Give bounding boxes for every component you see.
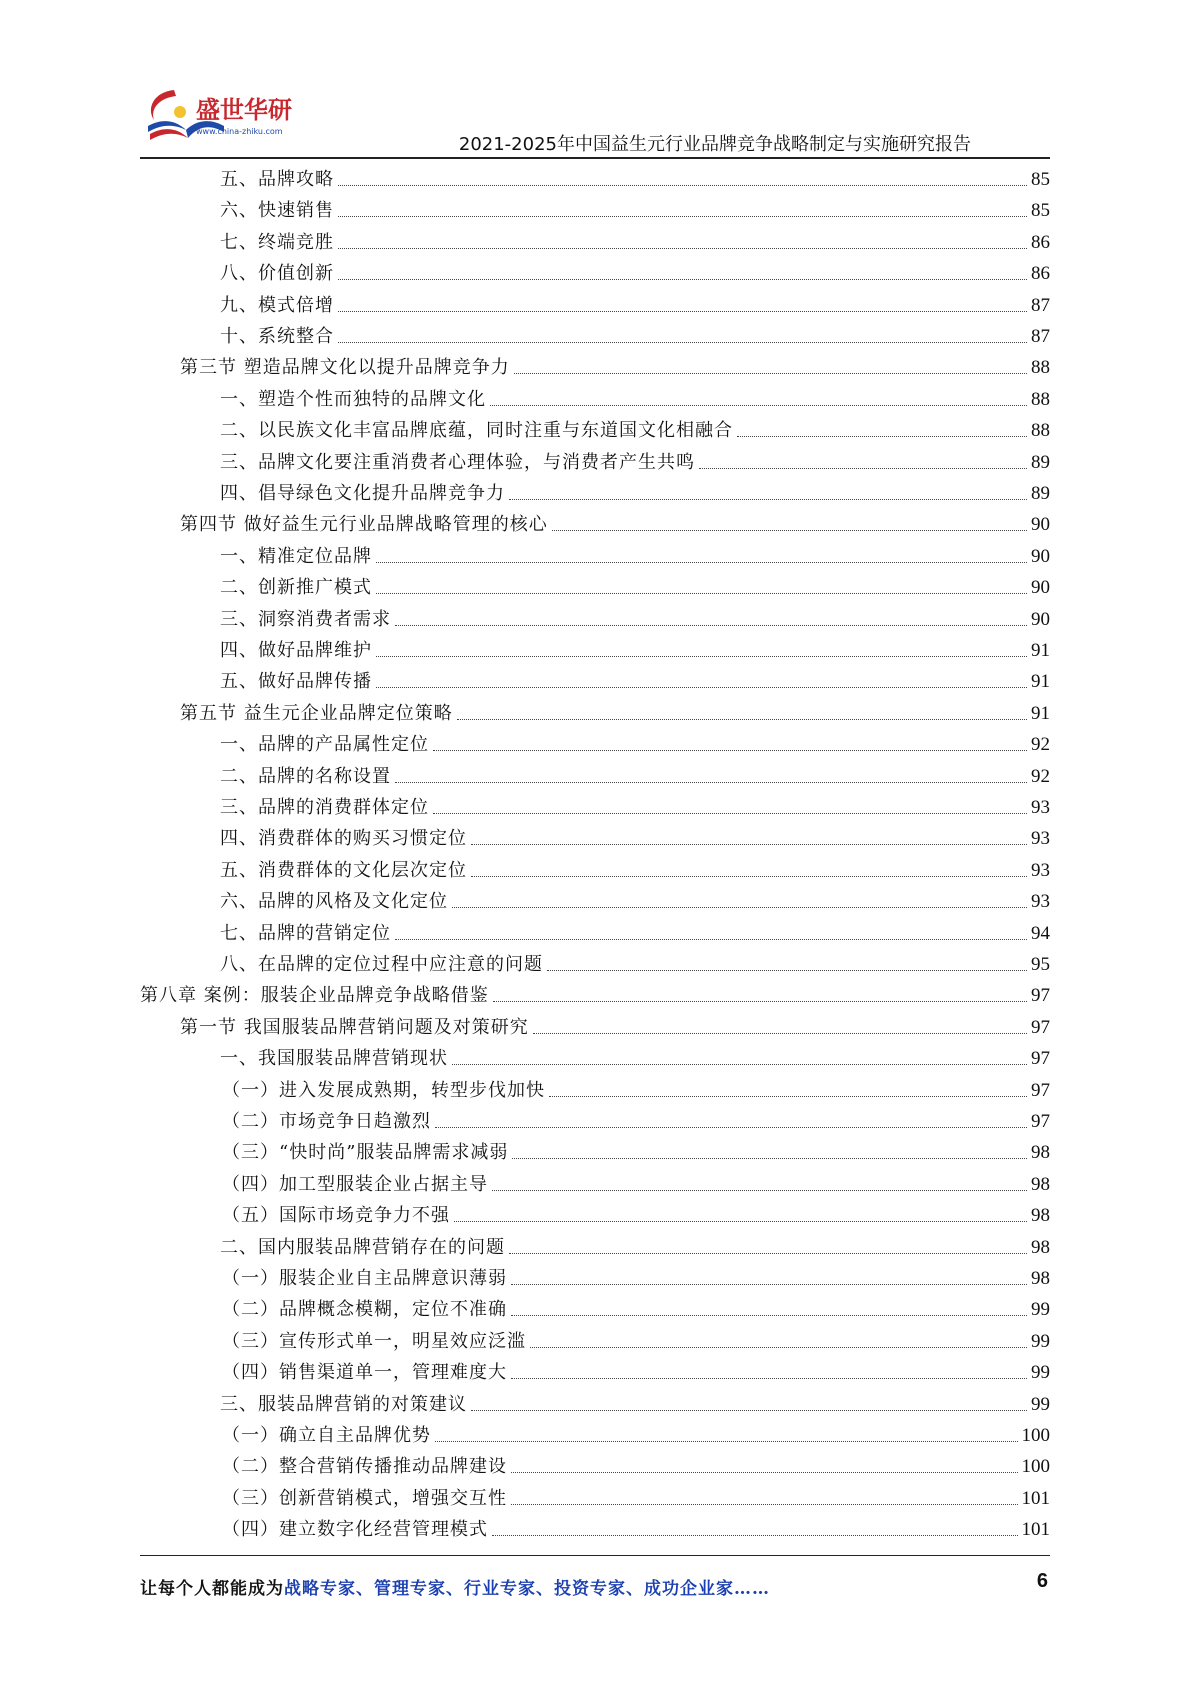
toc-dot-leader bbox=[338, 185, 1027, 186]
page-header bbox=[0, 0, 1191, 160]
toc-entry[interactable] bbox=[220, 759, 1050, 790]
toc-entry[interactable] bbox=[140, 978, 1050, 1009]
toc-dot-leader bbox=[511, 1284, 1027, 1285]
toc-entry-title: 第一节 我国服装品牌营销问题及对策研究 bbox=[180, 1016, 529, 1038]
toc-entry-page: 98 bbox=[1031, 1173, 1050, 1195]
toc-entry[interactable] bbox=[220, 162, 1050, 193]
toc-dot-leader bbox=[737, 436, 1027, 437]
logo-emblem-icon bbox=[140, 82, 310, 152]
toc-entry-page: 88 bbox=[1031, 388, 1050, 410]
toc-entry[interactable] bbox=[180, 507, 1050, 538]
toc-entry[interactable] bbox=[220, 445, 1050, 476]
toc-entry-page: 101 bbox=[1021, 1519, 1050, 1541]
toc-entry-title: 第四节 做好益生元行业品牌战略管理的核心 bbox=[180, 514, 548, 536]
toc-dot-leader bbox=[338, 279, 1027, 280]
toc-entry-page: 97 bbox=[1031, 1079, 1050, 1101]
toc-entry-page: 93 bbox=[1031, 828, 1050, 850]
toc-entry-title: 七、终端竞胜 bbox=[220, 231, 334, 253]
slogan-prefix: 让每个人都能成为 bbox=[140, 1579, 284, 1599]
toc-dot-leader bbox=[471, 876, 1027, 877]
toc-entry-page: 97 bbox=[1031, 1111, 1050, 1132]
toc-entry-page: 90 bbox=[1031, 545, 1050, 567]
toc-entry-title: 七、品牌的营销定位 bbox=[220, 922, 391, 944]
toc-entry-page: 98 bbox=[1031, 1268, 1050, 1289]
toc-entry-page: 88 bbox=[1031, 357, 1050, 379]
toc-entry-page: 99 bbox=[1031, 1330, 1050, 1352]
header-divider bbox=[140, 157, 1050, 159]
toc-entry-title: 五、做好品牌传播 bbox=[220, 671, 372, 693]
toc-entry-title: 二、国内服装品牌营销存在的问题 bbox=[220, 1236, 505, 1258]
toc-dot-leader bbox=[514, 373, 1027, 374]
toc-entry-page: 88 bbox=[1031, 420, 1050, 442]
toc-dot-leader bbox=[547, 970, 1027, 971]
toc-entry-title: 五、消费群体的文化层次定位 bbox=[220, 859, 467, 881]
toc-entry-page: 90 bbox=[1031, 608, 1050, 630]
toc-entry[interactable] bbox=[220, 288, 1050, 319]
toc-entry-title: 二、以民族文化丰富品牌底蕴，同时注重与东道国文化相融合 bbox=[220, 420, 733, 442]
toc-entry-page: 97 bbox=[1031, 1016, 1050, 1038]
toc-entry-page: 91 bbox=[1031, 640, 1050, 661]
toc-entry-title: （三）宣传形式单一，明星效应泛滥 bbox=[222, 1330, 526, 1352]
footer-divider bbox=[140, 1555, 1050, 1556]
toc-dot-leader bbox=[433, 750, 1027, 751]
toc-entry[interactable] bbox=[220, 539, 1050, 570]
company-logo bbox=[140, 82, 310, 152]
toc-dot-leader bbox=[533, 1033, 1027, 1034]
toc-entry[interactable] bbox=[220, 382, 1050, 413]
toc-entry-page: 97 bbox=[1031, 1048, 1050, 1070]
toc-entry-title: （四）销售渠道单一，管理难度大 bbox=[222, 1362, 507, 1384]
toc-entry-page: 93 bbox=[1031, 859, 1050, 881]
toc-entry-title: 三、服装品牌营销的对策建议 bbox=[220, 1393, 467, 1415]
toc-entry-page: 92 bbox=[1031, 765, 1050, 787]
toc-entry-title: （三）创新营销模式，增强交互性 bbox=[222, 1487, 507, 1509]
toc-entry-title: （二）品牌概念模糊，定位不准确 bbox=[222, 1299, 507, 1321]
toc-entry[interactable] bbox=[222, 1198, 1050, 1229]
toc-entry-page: 95 bbox=[1031, 954, 1050, 975]
toc-entry[interactable] bbox=[220, 256, 1050, 287]
toc-entry-title: 四、做好品牌维护 bbox=[220, 640, 372, 661]
toc-entry[interactable] bbox=[222, 1481, 1050, 1512]
toc-entry[interactable] bbox=[220, 1387, 1050, 1418]
toc-entry-title: 八、在品牌的定位过程中应注意的问题 bbox=[220, 954, 543, 975]
toc-entry-title: 四、倡导绿色文化提升品牌竞争力 bbox=[220, 483, 505, 504]
toc-entry[interactable] bbox=[220, 602, 1050, 633]
toc-entry-page: 100 bbox=[1021, 1456, 1050, 1478]
toc-entry[interactable] bbox=[222, 1449, 1050, 1480]
toc-entry-page: 97 bbox=[1031, 985, 1050, 1007]
toc-entry[interactable] bbox=[222, 1104, 1050, 1135]
toc-entry[interactable] bbox=[220, 664, 1050, 695]
toc-entry-page: 89 bbox=[1031, 483, 1050, 504]
toc-dot-leader bbox=[490, 405, 1027, 406]
toc-dot-leader bbox=[338, 342, 1027, 343]
toc-entry-page: 98 bbox=[1031, 1236, 1050, 1258]
toc-entry-title: 六、快速销售 bbox=[220, 200, 334, 222]
toc-entry-title: 二、创新推广模式 bbox=[220, 577, 372, 599]
toc-entry-title: 三、品牌的消费群体定位 bbox=[220, 797, 429, 818]
toc-entry-title: 六、品牌的风格及文化定位 bbox=[220, 891, 448, 913]
toc-dot-leader bbox=[509, 1253, 1027, 1254]
toc-entry-title: 第三节 塑造品牌文化以提升品牌竞争力 bbox=[180, 357, 510, 379]
toc-dot-leader bbox=[511, 1315, 1027, 1316]
toc-dot-leader bbox=[471, 844, 1027, 845]
toc-dot-leader bbox=[395, 625, 1027, 626]
slogan-highlight: 战略专家、管理专家、行业专家、投资专家、成功企业家…… bbox=[284, 1579, 770, 1599]
toc-entry[interactable] bbox=[222, 1292, 1050, 1323]
toc-dot-leader bbox=[338, 248, 1027, 249]
toc-entry[interactable] bbox=[220, 1041, 1050, 1072]
toc-entry[interactable] bbox=[220, 1230, 1050, 1261]
toc-entry-title: （四）加工型服装企业占据主导 bbox=[222, 1173, 488, 1195]
toc-dot-leader bbox=[376, 562, 1027, 563]
toc-entry-page: 90 bbox=[1031, 514, 1050, 536]
toc-dot-leader bbox=[471, 1410, 1027, 1411]
toc-entry-page: 91 bbox=[1031, 671, 1050, 693]
toc-entry-title: 一、塑造个性而独特的品牌文化 bbox=[220, 388, 486, 410]
toc-entry-page: 86 bbox=[1031, 231, 1050, 253]
toc-entry-page: 85 bbox=[1031, 169, 1050, 190]
toc-entry[interactable] bbox=[180, 350, 1050, 381]
toc-dot-leader bbox=[699, 468, 1027, 469]
toc-entry[interactable] bbox=[220, 633, 1050, 664]
toc-dot-leader bbox=[433, 813, 1027, 814]
toc-entry[interactable] bbox=[220, 225, 1050, 256]
toc-entry-page: 87 bbox=[1031, 326, 1050, 347]
toc-entry-page: 99 bbox=[1031, 1299, 1050, 1321]
toc-dot-leader bbox=[492, 1535, 1018, 1536]
toc-entry-page: 94 bbox=[1031, 922, 1050, 944]
toc-entry[interactable] bbox=[222, 1355, 1050, 1386]
toc-entry[interactable] bbox=[222, 1418, 1050, 1449]
toc-dot-leader bbox=[530, 1347, 1027, 1348]
brand-name: 盛世华研 bbox=[196, 96, 292, 124]
toc-entry-title: 一、品牌的产品属性定位 bbox=[220, 734, 429, 756]
toc-entry[interactable] bbox=[220, 570, 1050, 601]
toc-entry-page: 91 bbox=[1031, 702, 1050, 724]
toc-entry-title: （三）“快时尚”服装品牌需求减弱 bbox=[222, 1142, 509, 1164]
toc-entry-title: （一）服装企业自主品牌意识薄弱 bbox=[222, 1268, 507, 1289]
toc-dot-leader bbox=[454, 1221, 1027, 1222]
toc-entry-page: 87 bbox=[1031, 294, 1050, 316]
toc-dot-leader bbox=[435, 1127, 1027, 1128]
toc-entry-page: 86 bbox=[1031, 263, 1050, 285]
toc-entry[interactable] bbox=[220, 916, 1050, 947]
toc-entry[interactable] bbox=[222, 1512, 1050, 1543]
brand-url: www.china-zhiku.com bbox=[196, 127, 283, 136]
report-title: 2021-2025年中国益生元行业品牌竞争战略制定与实施研究报告 bbox=[458, 134, 971, 155]
toc-entry-title: （四）建立数字化经营管理模式 bbox=[222, 1519, 488, 1541]
toc-dot-leader bbox=[511, 1378, 1027, 1379]
toc-entry-title: 十、系统整合 bbox=[220, 326, 334, 347]
toc-dot-leader bbox=[338, 311, 1027, 312]
toc-entry-title: （一）进入发展成熟期，转型步伐加快 bbox=[222, 1079, 545, 1101]
toc-entry-title: 二、品牌的名称设置 bbox=[220, 765, 391, 787]
toc-entry[interactable] bbox=[220, 790, 1050, 821]
toc-dot-leader bbox=[492, 1190, 1027, 1191]
toc-dot-leader bbox=[511, 1472, 1018, 1473]
toc-dot-leader bbox=[512, 1158, 1027, 1159]
toc-entry[interactable] bbox=[222, 1135, 1050, 1166]
toc-entry-page: 89 bbox=[1031, 451, 1050, 473]
toc-entry-title: 一、我国服装品牌营销现状 bbox=[220, 1048, 448, 1070]
toc-entry[interactable] bbox=[222, 1073, 1050, 1104]
toc-entry[interactable] bbox=[220, 884, 1050, 915]
toc-entry-page: 99 bbox=[1031, 1393, 1050, 1415]
toc-dot-leader bbox=[552, 530, 1027, 531]
toc-entry[interactable] bbox=[180, 696, 1050, 727]
toc-dot-leader bbox=[509, 499, 1027, 500]
toc-entry-title: 九、模式倍增 bbox=[220, 294, 334, 316]
toc-dot-leader bbox=[457, 719, 1027, 720]
toc-dot-leader bbox=[511, 1504, 1018, 1505]
toc-entry-page: 98 bbox=[1031, 1205, 1050, 1227]
toc-entry-title: 四、消费群体的购买习惯定位 bbox=[220, 828, 467, 850]
toc-entry-title: （二）整合营销传播推动品牌建设 bbox=[222, 1456, 507, 1478]
toc-entry[interactable] bbox=[222, 1167, 1050, 1198]
toc-dot-leader bbox=[452, 907, 1027, 908]
toc-entry-title: 一、精准定位品牌 bbox=[220, 545, 372, 567]
toc-entry[interactable] bbox=[220, 476, 1050, 507]
toc-entry-title: 第八章 案例：服装企业品牌竞争战略借鉴 bbox=[140, 985, 489, 1007]
toc-entry[interactable] bbox=[220, 413, 1050, 444]
footer-slogan bbox=[140, 1574, 770, 1599]
toc-dot-leader bbox=[452, 1064, 1027, 1065]
toc-entry[interactable] bbox=[220, 193, 1050, 224]
toc-dot-leader bbox=[395, 939, 1027, 940]
page-number: 6 bbox=[1036, 1570, 1048, 1592]
toc-entry-page: 90 bbox=[1031, 577, 1050, 599]
toc-entry-title: （五）国际市场竞争力不强 bbox=[222, 1205, 450, 1227]
toc-entry[interactable] bbox=[222, 1324, 1050, 1355]
toc-entry-title: 三、品牌文化要注重消费者心理体验，与消费者产生共鸣 bbox=[220, 451, 695, 473]
toc-entry[interactable] bbox=[220, 727, 1050, 758]
toc-entry-title: 三、洞察消费者需求 bbox=[220, 608, 391, 630]
toc-dot-leader bbox=[338, 216, 1027, 217]
toc-entry[interactable] bbox=[222, 1261, 1050, 1292]
toc-dot-leader bbox=[376, 593, 1027, 594]
toc-entry-page: 85 bbox=[1031, 200, 1050, 222]
toc-dot-leader bbox=[549, 1096, 1027, 1097]
toc-entry[interactable] bbox=[220, 821, 1050, 852]
toc-entry[interactable] bbox=[180, 1010, 1050, 1041]
toc-entry[interactable] bbox=[220, 947, 1050, 978]
toc-entry[interactable] bbox=[220, 319, 1050, 350]
toc-entry-title: 五、品牌攻略 bbox=[220, 169, 334, 190]
toc-entry-page: 92 bbox=[1031, 734, 1050, 756]
toc-dot-leader bbox=[493, 1001, 1027, 1002]
toc-entry-page: 101 bbox=[1021, 1487, 1050, 1509]
toc-dot-leader bbox=[435, 1441, 1018, 1442]
toc-entry-title: （一）确立自主品牌优势 bbox=[222, 1425, 431, 1446]
toc-entry-page: 99 bbox=[1031, 1362, 1050, 1384]
toc-entry-title: （二）市场竞争日趋激烈 bbox=[222, 1111, 431, 1132]
toc-entry-page: 98 bbox=[1031, 1142, 1050, 1164]
toc-dot-leader bbox=[376, 687, 1027, 688]
toc-entry-page: 100 bbox=[1021, 1425, 1050, 1446]
toc-entry[interactable] bbox=[220, 853, 1050, 884]
toc-dot-leader bbox=[376, 656, 1027, 657]
toc-entry-title: 八、价值创新 bbox=[220, 263, 334, 285]
toc-entry-page: 93 bbox=[1031, 891, 1050, 913]
toc-entry-title: 第五节 益生元企业品牌定位策略 bbox=[180, 702, 453, 724]
toc-dot-leader bbox=[395, 782, 1027, 783]
toc-entry-page: 93 bbox=[1031, 797, 1050, 818]
